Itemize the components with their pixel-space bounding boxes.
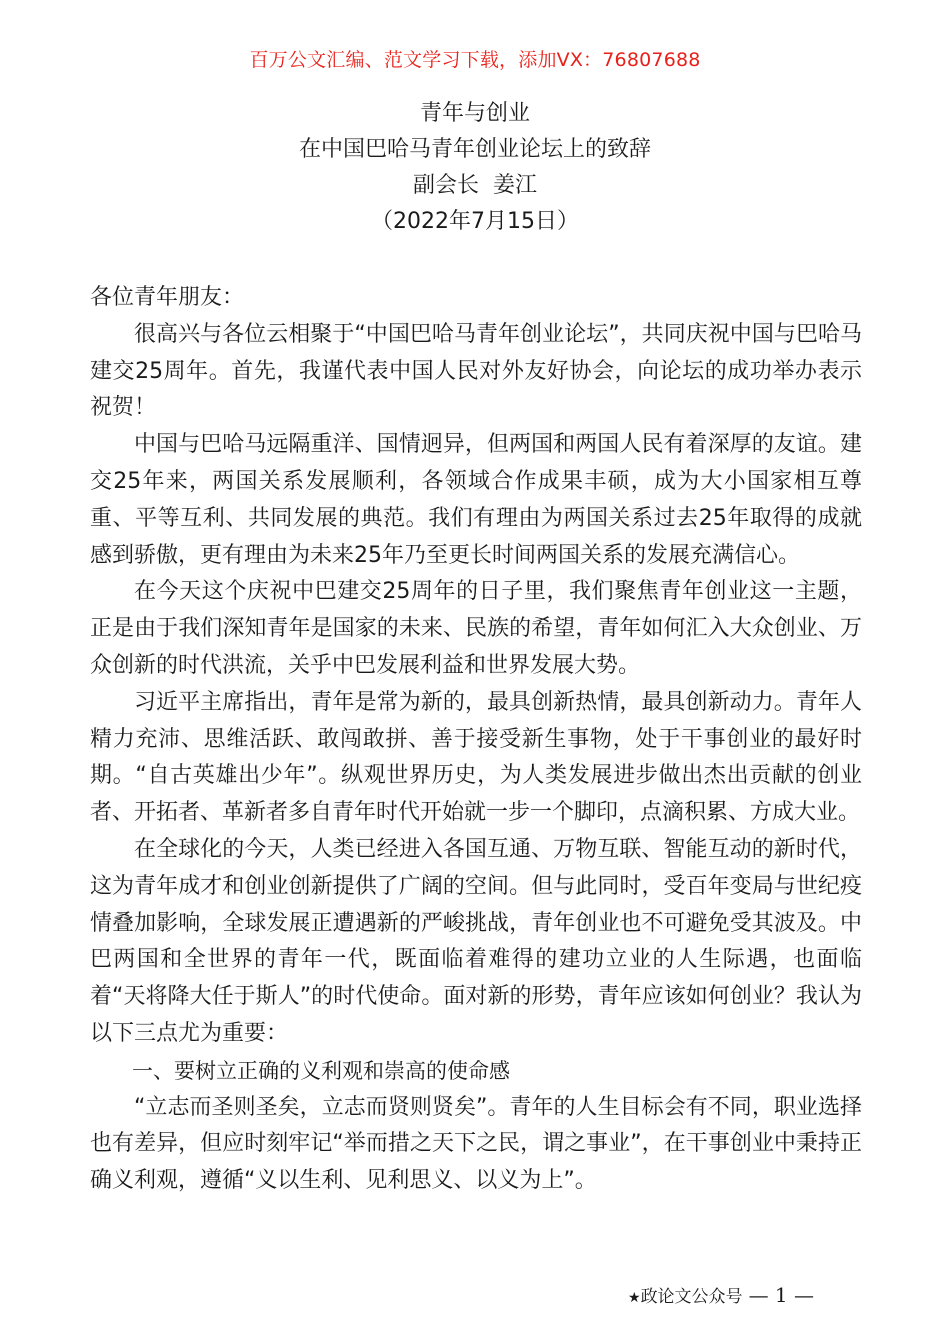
paragraph-2: 中国与巴哈马远隔重洋、国情迥异，但两国和两国人民有着深厚的友谊。建交25年来，两国关系发展顺利，各领域合作成果丰硕，成为大小国家相互尊重、平等互利、共同发展的典范。我们有理由为两国关系过去25年取得的成就感到骄傲，更有理由为未来25年乃至更长时间两国关系的发展充满信心。 <box>90 432 862 568</box>
speech-date: （2022年7月15日） <box>371 209 579 234</box>
speech-body <box>90 280 862 1200</box>
paragraph-4: 习近平主席指出，青年是常为新的，最具创新热情，最具创新动力。青年人精力充沛、思维活跃、敢闯敢拼、善于接受新生事物，处于干事创业的最好时期。“自古英雄出少年”。纵观世界历史，为人类发展进步做出杰出贡献的创业者、开拓者、革新者多自青年时代开始就一步一个脚印，点滴积累、方成大业。 <box>90 689 862 826</box>
section-paragraph-1: “立志而圣则圣矣，立志而贤则贤矣”。青年的人生目标会有不同，职业选择也有差异，但应时刻牢记“举而措之天下之民，谓之事业”，在干事创业中秉持正确义利观，遵循“义以生利、见利思义、以义为上”。 <box>90 1094 862 1194</box>
section-heading-1: 一、要树立正确的义利观和崇高的使命感 <box>132 1058 510 1083</box>
footer-source: 政论文公众号 <box>640 1287 743 1307</box>
star-icon: ★ <box>628 1290 641 1306</box>
download-banner: 百万公文汇编、范文学习下载，添加VX：76807688 <box>249 49 701 71</box>
speaker-line: 副会长 姜江 <box>413 173 537 198</box>
document-subtitle: 在中国巴哈马青年创业论坛上的致辞 <box>298 137 651 162</box>
title-block <box>0 96 950 240</box>
paragraph-1: 很高兴与各位云相聚于“中国巴哈马青年创业论坛”，共同庆祝中国与巴哈马建交25周年。首先，我谨代表中国人民对外友好协会，向论坛的成功举办表示祝贺！ <box>90 321 862 421</box>
salutation: 各位青年朋友： <box>90 285 245 310</box>
page-footer <box>628 1282 814 1311</box>
document-title: 青年与创业 <box>419 101 530 126</box>
page-number: — 1 — <box>748 1283 815 1307</box>
paragraph-5: 在全球化的今天，人类已经进入各国互通、万物互联、智能互动的新时代，这为青年成才和创业创新提供了广阔的空间。但与此同时，受百年变局与世纪疫情叠加影响，全球发展正遭遇新的严峻挑战，青年创业也不可避免受其波及。中巴两国和全世界的青年一代，既面临着难得的建功立业的人生际遇，也面临着“天将降大任于斯人”的时代使命。面对新的形势，青年应该如何创业？我认为以下三点尤为重要： <box>90 836 862 1046</box>
paragraph-3: 在今天这个庆祝中巴建交25周年的日子里，我们聚焦青年创业这一主题，正是由于我们深知青年是国家的未来、民族的希望，青年如何汇入大众创业、万众创新的时代洪流，关乎中巴发展利益和世界发展大势。 <box>90 579 862 678</box>
